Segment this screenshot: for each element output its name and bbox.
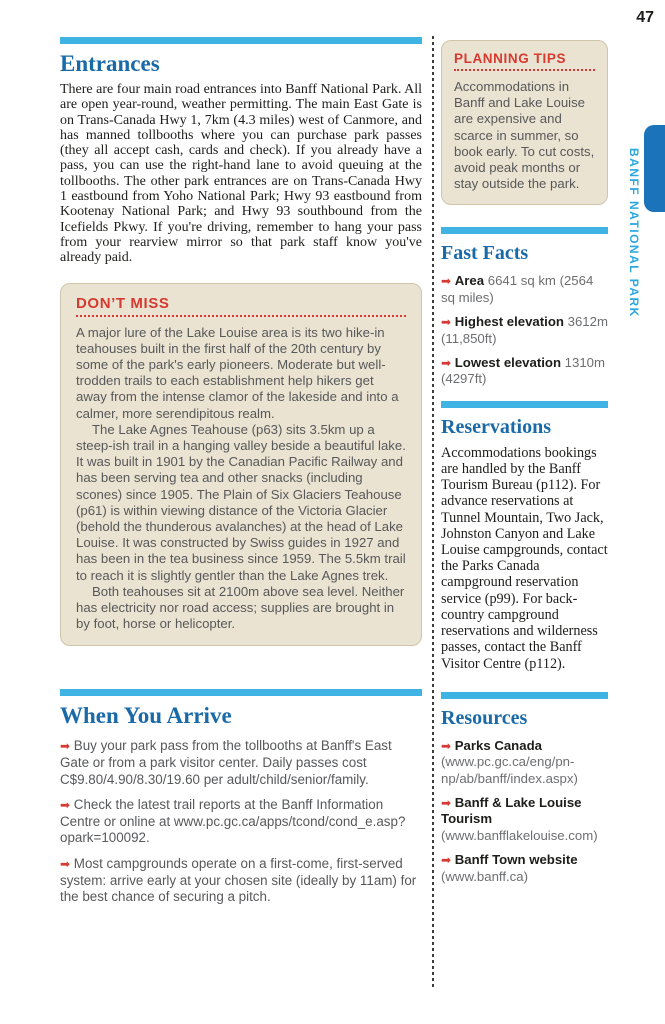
- dont-miss-box: [60, 283, 422, 647]
- entrances-body: There are four main road entrances into Banff National Park. All are open year-round, weather permitting. The main East Gate is on Trans-Canada Hwy 1, 7km (4.3 miles) west of Canmore, and has manned tollbooths where you can purchase park passes (they all accept cash, cards and check). If you already have a pass, you can use the right-hand lane to avoid queuing at the tollbooths. The other park entrances are on Trans-Canada Hwy 1 eastbound from Yoho National Park; Hwy 93 eastbound from Kootenay National Park; and Hwy 93 southbound from the Icefields Pkwy. If you're driving, remember to hang your pass from your rearview mirror so that park staff know you've already paid.: [60, 82, 422, 266]
- fact-label: Area: [454, 273, 485, 289]
- right-column: [441, 40, 608, 885]
- arrive-bullet: [60, 856, 422, 906]
- fact-label: Highest elevation: [454, 314, 564, 330]
- arrow-bullet-icon: ➡: [441, 795, 452, 810]
- planning-tips-title: PLANNING TIPS: [454, 51, 567, 66]
- dotted-rule: [454, 69, 595, 71]
- resource-item: [441, 738, 608, 787]
- section-rule: [441, 227, 608, 234]
- dont-miss-title: DON’T MISS: [76, 294, 170, 312]
- section-title-resources: Resources: [441, 706, 528, 729]
- arrive-bullet: [60, 738, 422, 788]
- dont-miss-paragraph: The Lake Agnes Teahouse (p63) sits 3.5km up a steep-ish trail in a hanging valley beside a beautiful lake. It was built in 1901 by the Canadian Pacific Railway and has been serving tea and other snacks (including scones) since 1905. The Plain of Six Glaciers Teahouse (p61) is within viewing distance of the Victoria Glacier (behold the thunderous avalanches) at the head of Lake Louise. It was constructed by Swiss guides in 1927 and has been in the tea business since 1959. The 5.5km trail to reach it is slightly gentler than the Lake Agnes trek.: [76, 421, 406, 583]
- arrow-bullet-icon: ➡: [60, 798, 71, 813]
- arrive-bullet-text: Check the latest trail reports at the Banff Information Centre or online at www.pc.gc.ca/apps/tcond/cond_e.asp?opark=100092.: [60, 797, 406, 846]
- fast-fact: [441, 314, 608, 347]
- resource-label: Banff & Lake Louise Tourism: [441, 794, 582, 827]
- reservations-body: Accommodations bookings are handled by the Banff Tourism Bureau (p112). For advance reservations at Tunnel Mountain, Two Jack, Johnston Canyon and Lake Louise campgrounds, contact the Parks Canada campground reservation service (p99). For back-country campground reservations and wilderness passes, contact the Banff Visitor Centre (p112).: [441, 444, 608, 672]
- arrow-bullet-icon: ➡: [441, 274, 452, 289]
- fact-value: 1310m (4297ft): [441, 355, 605, 387]
- fast-fact: [441, 273, 608, 306]
- fact-value: 3612m (11,850ft): [441, 314, 608, 346]
- chapter-tab-label: BANFF NATIONAL PARK: [627, 148, 641, 318]
- fact-label: Lowest elevation: [454, 355, 561, 371]
- section-title-entrances: Entrances: [60, 51, 160, 76]
- arrive-bullet-text: Most campgrounds operate on a first-come, first-served system: arrive early at your chosen site (ideally by 11am) for the best chance of securing a pitch.: [60, 855, 417, 905]
- column-divider: [432, 36, 434, 988]
- arrow-bullet-icon: ➡: [60, 856, 71, 871]
- arrow-bullet-icon: ➡: [441, 853, 452, 868]
- dont-miss-paragraph: Both teahouses sit at 2100m above sea level. Neither has electricity nor road access; supplies are brought in by foot, horse or helicopter.: [76, 583, 405, 632]
- fast-fact: [441, 355, 608, 388]
- arrow-bullet-icon: ➡: [441, 738, 452, 753]
- resource-item: [441, 795, 608, 844]
- resource-item: [441, 852, 608, 885]
- resources-section: [441, 692, 608, 885]
- resource-value: (www.banfflakelouise.com): [441, 827, 598, 843]
- section-rule: [60, 37, 422, 44]
- fact-value: 6641 sq km (2564 sq miles): [441, 273, 594, 305]
- section-title-when-you-arrive: When You Arrive: [60, 703, 232, 729]
- fast-facts-section: [441, 227, 608, 387]
- arrive-bullet: [60, 797, 422, 847]
- planning-tips-box: [441, 40, 608, 205]
- section-rule: [441, 692, 608, 699]
- arrow-bullet-icon: ➡: [441, 315, 452, 330]
- section-title-reservations: Reservations: [441, 415, 551, 438]
- when-you-arrive-section: [60, 689, 422, 905]
- section-title-fast-facts: Fast Facts: [441, 242, 529, 265]
- arrow-bullet-icon: ➡: [441, 356, 452, 371]
- resource-value: (www.pc.gc.ca/eng/pn-np/ab/banff/index.aspx): [441, 754, 578, 786]
- arrow-bullet-icon: ➡: [60, 739, 71, 754]
- chapter-edge-tab: [644, 125, 665, 212]
- arrive-bullet-text: Buy your park pass from the tollbooths at Banff's East Gate or from a park visitor center. Daily passes cost C$9.80/4.90/8.30/19.60 per adult/child/senior/family.: [60, 738, 392, 787]
- dotted-rule: [76, 315, 406, 317]
- reservations-section: [441, 401, 608, 672]
- section-rule: [60, 689, 422, 696]
- section-rule: [441, 401, 608, 408]
- left-column: [60, 37, 422, 906]
- resource-label: Banff Town website: [454, 852, 578, 868]
- dont-miss-paragraph: A major lure of the Lake Louise area is its two hike-in teahouses built in the first half of the 20th century by some of the park's early pioneers. Moderate but well-trodden trails to each establishment help hikers get away from the intense clamor of the lakeside and into a calmer, more serendipitous realm.: [76, 324, 399, 421]
- resource-label: Parks Canada: [454, 737, 542, 753]
- planning-tips-body: Accommodations in Banff and Lake Louise are expensive and scarce in summer, so book early. To cut costs, avoid peak months or stay outside the park.: [454, 79, 595, 192]
- resource-value: (www.banff.ca): [441, 868, 528, 884]
- page-number: 47: [636, 9, 654, 26]
